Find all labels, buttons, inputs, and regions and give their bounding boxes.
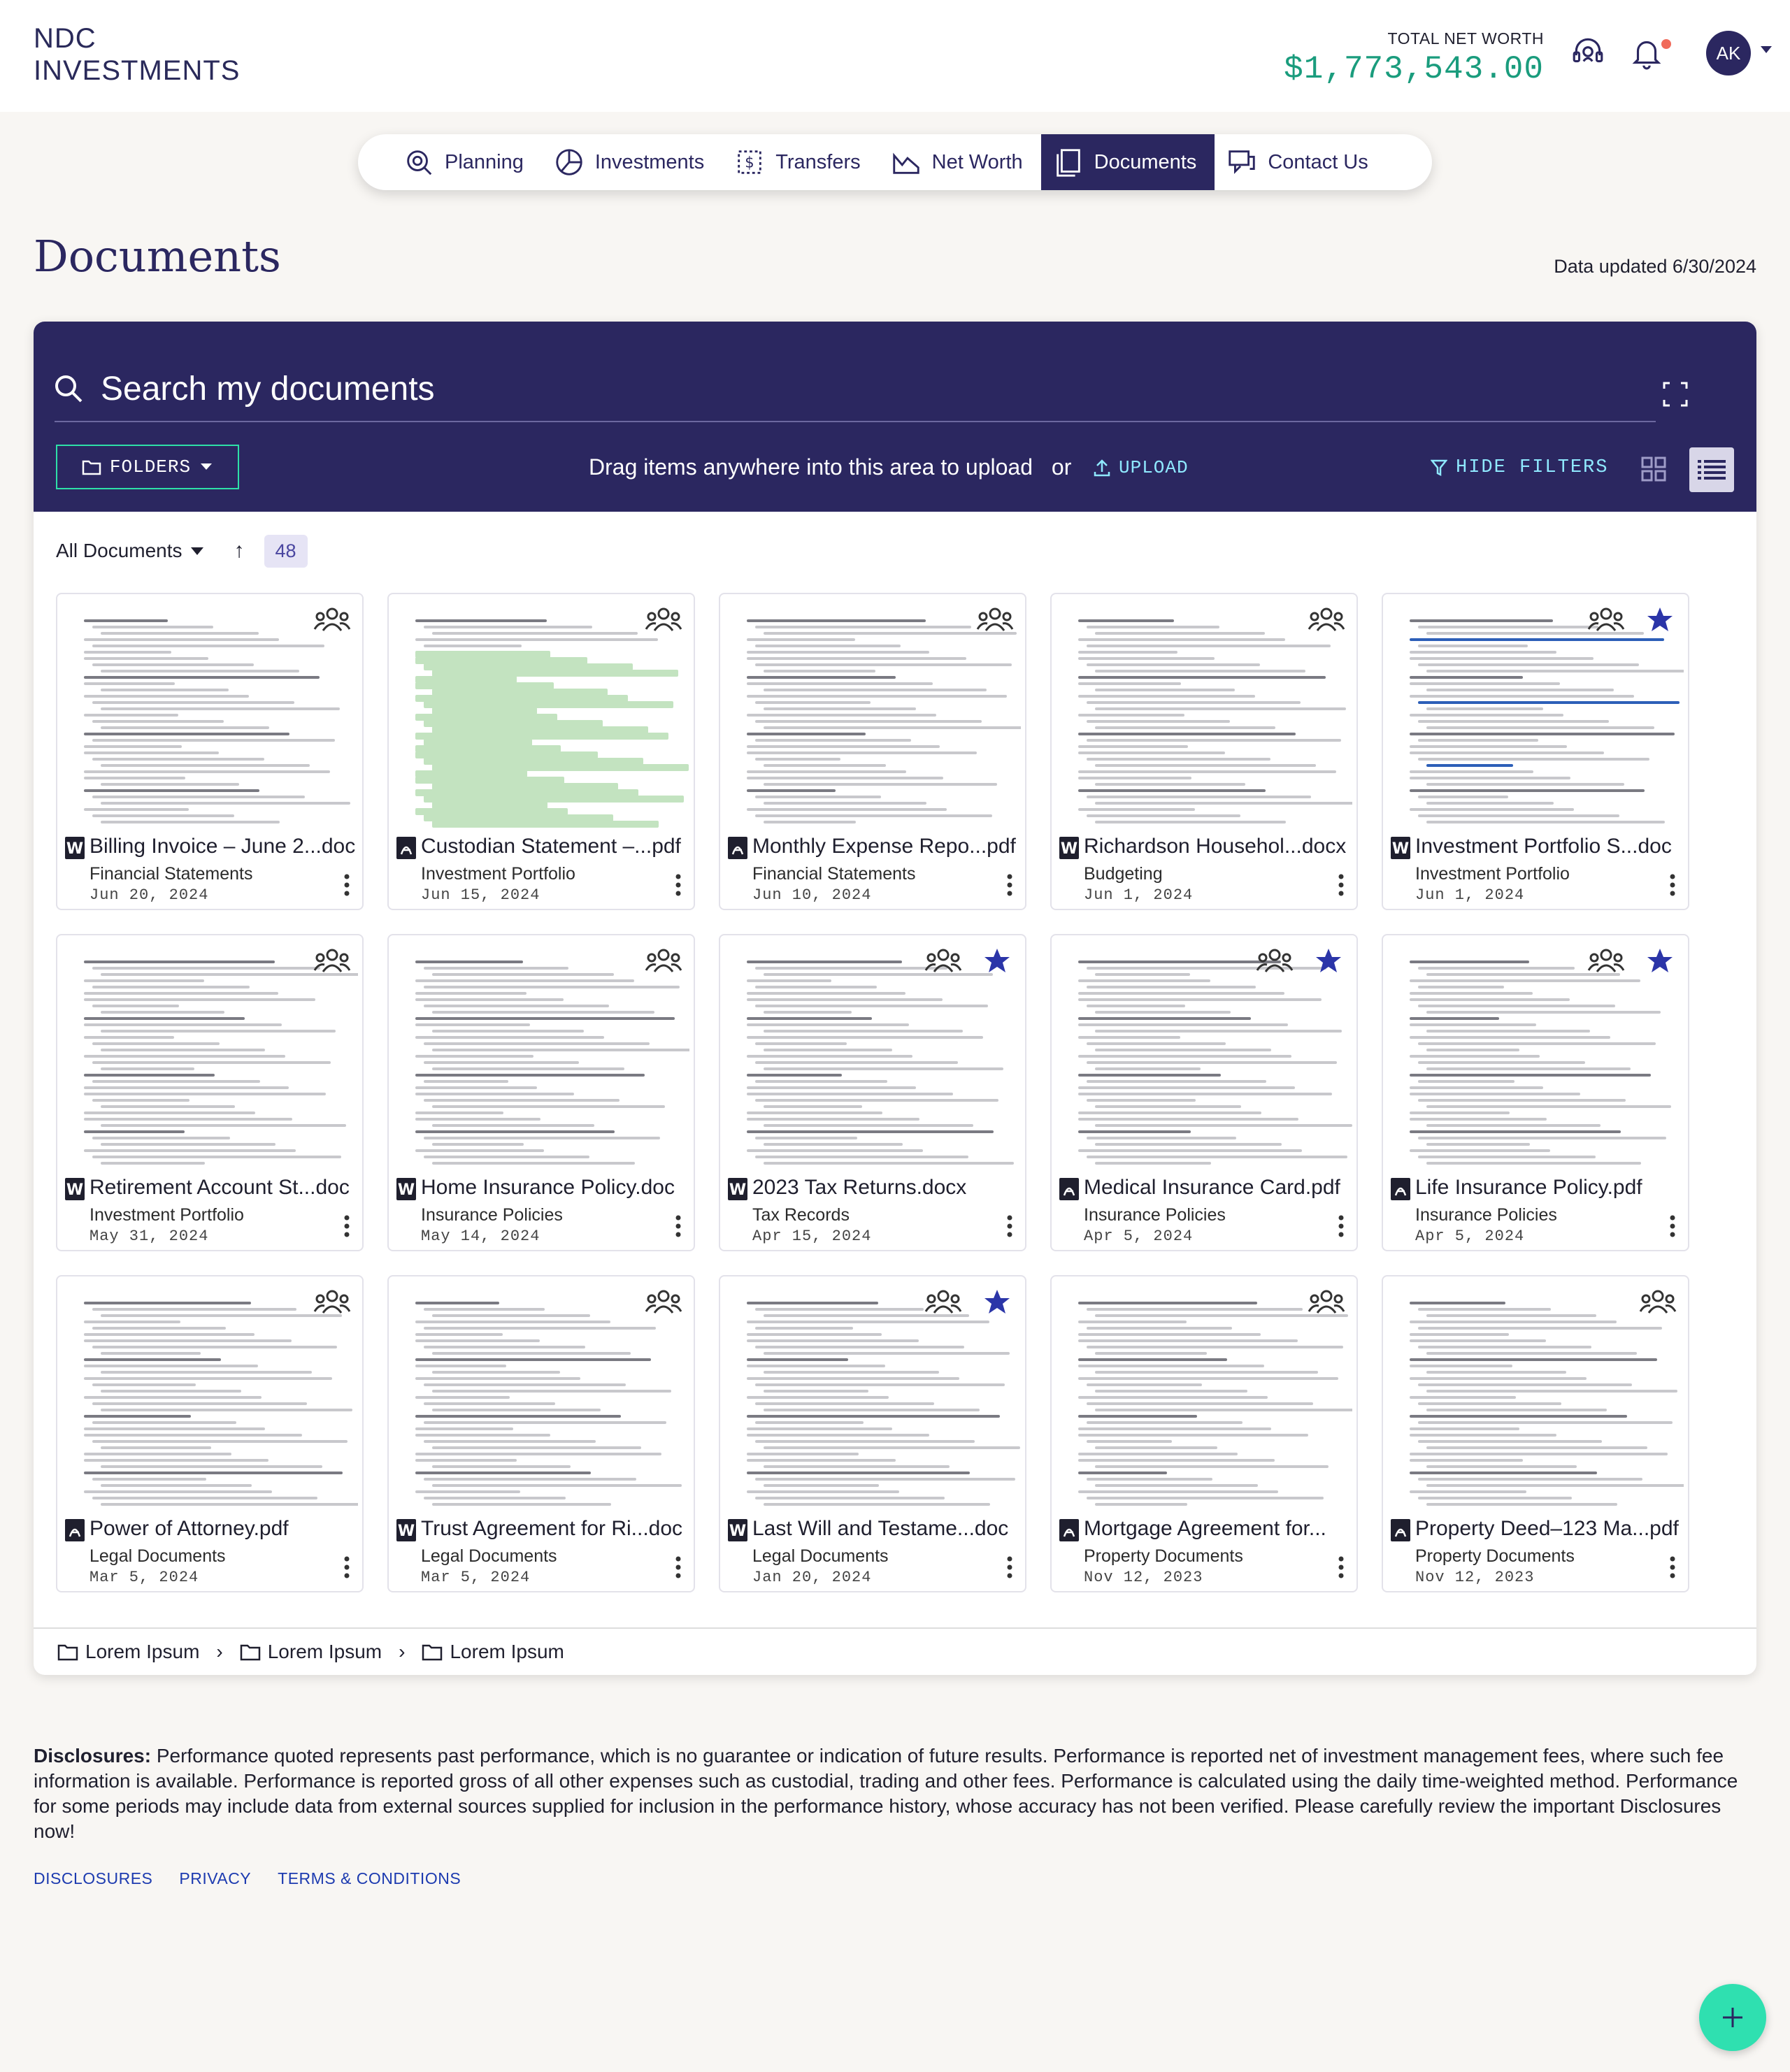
nav-transfers[interactable] (722, 134, 878, 190)
document-card[interactable] (1050, 1275, 1358, 1592)
documents-panel (34, 322, 1756, 1675)
document-thumbnail[interactable] (726, 600, 1021, 830)
document-thumbnail[interactable] (1389, 1282, 1684, 1513)
nav-label: Transfers (775, 150, 861, 173)
upload-label: UPLOAD (1119, 457, 1189, 478)
svg-text:W: W (66, 1181, 84, 1199)
document-category: Legal Documents (421, 1546, 557, 1566)
pdf-file-icon (64, 1518, 85, 1542)
breadcrumb-label: Lorem Ipsum (267, 1641, 382, 1662)
footer-links (34, 1869, 461, 1888)
document-title[interactable]: Investment Portfolio S...doc (1415, 835, 1672, 858)
sort-ascending-icon[interactable]: ↑ (234, 539, 245, 562)
more-options-icon[interactable] (1338, 1556, 1344, 1578)
word-file-icon (396, 1177, 417, 1201)
chevron-right-icon: › (399, 1641, 406, 1662)
list-view-toggle[interactable] (1689, 447, 1734, 492)
document-title[interactable]: 2023 Tax Returns.docx (752, 1176, 967, 1199)
document-title[interactable]: Power of Attorney.pdf (90, 1517, 289, 1540)
brand-line-2: INVESTMENTS (34, 55, 241, 86)
word-file-icon (727, 1177, 748, 1201)
star-icon[interactable] (983, 1288, 1011, 1316)
brand-line-1: NDC (34, 23, 96, 54)
mountain-chart-icon (890, 146, 922, 178)
document-thumbnail[interactable] (63, 941, 358, 1172)
search-underline (55, 421, 1656, 422)
document-date: May 31, 2024 (90, 1228, 209, 1245)
nav-label: Planning (445, 150, 524, 173)
document-card[interactable] (387, 1275, 695, 1592)
pdf-file-icon (1059, 1518, 1080, 1542)
shared-users-icon[interactable] (1639, 1288, 1677, 1316)
shared-users-icon[interactable] (1256, 947, 1294, 974)
list-icon (1696, 457, 1727, 482)
document-date: Jun 1, 2024 (1084, 886, 1194, 904)
svg-text:W: W (1060, 840, 1078, 858)
breadcrumb-label: Lorem Ipsum (450, 1641, 564, 1662)
shared-users-icon[interactable] (313, 947, 351, 974)
chat-icon (1226, 146, 1258, 178)
chevron-right-icon: › (216, 1641, 223, 1662)
nav-planning[interactable] (392, 134, 542, 190)
more-options-icon[interactable] (1007, 1215, 1012, 1237)
pie-chart-icon (553, 146, 585, 178)
document-category: Insurance Policies (1084, 1205, 1226, 1225)
svg-text:W: W (729, 1181, 747, 1199)
more-options-icon[interactable] (344, 1556, 350, 1578)
document-thumbnail[interactable] (726, 941, 1021, 1172)
pdf-file-icon (1390, 1518, 1411, 1542)
nav-label: Contact Us (1268, 150, 1368, 173)
net-worth-value: $1,773,543.00 (1284, 51, 1544, 87)
word-file-icon (1390, 836, 1411, 860)
document-title[interactable]: Richardson Househol...docx (1084, 835, 1347, 858)
more-options-icon[interactable] (344, 874, 350, 896)
svg-text:$: $ (745, 153, 754, 171)
document-date: Jun 1, 2024 (1415, 886, 1525, 904)
caret-down-icon (199, 462, 213, 472)
document-category: Insurance Policies (1415, 1205, 1557, 1225)
support-icon[interactable] (1570, 35, 1605, 70)
star-icon[interactable] (1315, 947, 1342, 974)
shared-users-icon[interactable] (1587, 605, 1625, 633)
upload-button[interactable] (1092, 457, 1189, 478)
breadcrumb-item[interactable] (240, 1641, 382, 1663)
shared-users-icon[interactable] (924, 1288, 962, 1316)
upload-icon (1092, 458, 1112, 477)
folder-icon (82, 459, 101, 475)
document-thumbnail[interactable] (63, 1282, 358, 1513)
nav-label: Documents (1094, 150, 1197, 173)
main-nav (358, 134, 1432, 190)
more-options-icon[interactable] (1007, 874, 1012, 896)
breadcrumb (34, 1627, 1756, 1675)
word-file-icon (727, 1518, 748, 1542)
document-card[interactable] (719, 593, 1026, 910)
document-card[interactable] (56, 1275, 364, 1592)
more-options-icon[interactable] (1007, 1556, 1012, 1578)
expand-icon[interactable] (1661, 380, 1689, 408)
document-thumbnail[interactable] (394, 600, 689, 830)
document-thumbnail[interactable] (1057, 941, 1352, 1172)
document-category: Investment Portfolio (421, 864, 575, 884)
document-date: Mar 5, 2024 (421, 1569, 531, 1586)
document-category: Legal Documents (752, 1546, 889, 1566)
document-category: Property Documents (1084, 1546, 1243, 1566)
shared-users-icon[interactable] (645, 947, 682, 974)
folders-label: FOLDERS (109, 456, 192, 477)
document-title[interactable]: Property Deed–123 Ma...pdf (1415, 1517, 1679, 1540)
document-title[interactable]: Custodian Statement –...pdf (421, 835, 681, 858)
nav-contact-us[interactable] (1215, 134, 1386, 190)
document-category: Investment Portfolio (90, 1205, 244, 1225)
word-file-icon (396, 1518, 417, 1542)
grid-icon (1640, 455, 1668, 483)
document-date: Jun 20, 2024 (90, 886, 209, 904)
document-date: Nov 12, 2023 (1415, 1569, 1535, 1586)
brand-logo[interactable] (34, 22, 240, 87)
document-category: Property Documents (1415, 1546, 1575, 1566)
star-icon[interactable] (1646, 947, 1674, 974)
shared-users-icon[interactable] (313, 1288, 351, 1316)
nav-documents[interactable] (1041, 134, 1215, 190)
svg-text:W: W (66, 840, 84, 858)
document-date: Jan 20, 2024 (752, 1569, 872, 1586)
document-title[interactable]: Billing Invoice – June 2...doc (90, 835, 356, 858)
net-worth-summary (1284, 29, 1544, 87)
svg-text:W: W (1391, 840, 1410, 858)
document-title[interactable]: Retirement Account St...doc (90, 1176, 350, 1199)
document-date: Nov 12, 2023 (1084, 1569, 1203, 1586)
more-options-icon[interactable] (1670, 874, 1675, 896)
documents-icon (1052, 146, 1084, 178)
caret-down-icon[interactable] (191, 547, 203, 555)
plus-icon (1719, 2003, 1747, 2031)
shared-users-icon[interactable] (645, 1288, 682, 1316)
add-button[interactable] (1699, 1984, 1766, 2051)
document-card[interactable] (1050, 934, 1358, 1251)
document-count-badge: 48 (264, 535, 308, 568)
document-date: Apr 5, 2024 (1415, 1228, 1525, 1245)
document-card[interactable] (1382, 1275, 1689, 1592)
document-card[interactable] (719, 1275, 1026, 1592)
svg-text:W: W (397, 1181, 415, 1199)
footer-link-privacy[interactable]: PRIVACY (179, 1869, 252, 1887)
transfer-icon (733, 146, 766, 178)
document-category: Tax Records (752, 1205, 850, 1225)
document-thumbnail[interactable] (394, 1282, 689, 1513)
shared-users-icon[interactable] (1308, 605, 1345, 633)
document-category: Investment Portfolio (1415, 864, 1570, 884)
document-date: Apr 15, 2024 (752, 1228, 872, 1245)
shared-users-icon[interactable] (1308, 1288, 1345, 1316)
nav-investments[interactable] (542, 134, 722, 190)
drag-text: Drag items anywhere into this area to upload (589, 454, 1033, 480)
bell-icon[interactable] (1629, 35, 1664, 70)
footer-link-terms[interactable]: TERMS & CONDITIONS (278, 1869, 461, 1887)
search-icon (52, 372, 85, 405)
nav-label: Investments (594, 150, 705, 173)
folder-icon (57, 1643, 78, 1661)
more-options-icon[interactable] (1670, 1215, 1675, 1237)
search-input[interactable] (101, 368, 1289, 410)
grid-view-toggle[interactable] (1632, 447, 1675, 491)
document-title[interactable]: Last Will and Testame...doc (752, 1517, 1009, 1540)
document-category: Financial Statements (752, 864, 916, 884)
document-category: Legal Documents (90, 1546, 226, 1566)
document-title[interactable]: Life Insurance Policy.pdf (1415, 1176, 1642, 1199)
shared-users-icon[interactable] (645, 605, 682, 633)
star-icon[interactable] (1646, 605, 1674, 633)
document-thumbnail[interactable] (63, 600, 358, 830)
document-title[interactable]: Mortgage Agreement for... (1084, 1517, 1326, 1540)
document-date: Jun 15, 2024 (421, 886, 540, 904)
document-thumbnail[interactable] (1389, 600, 1684, 830)
document-title[interactable]: Medical Insurance Card.pdf (1084, 1176, 1340, 1199)
document-date: May 14, 2024 (421, 1228, 540, 1245)
shared-users-icon[interactable] (924, 947, 962, 974)
pdf-file-icon (1390, 1177, 1411, 1201)
shared-users-icon[interactable] (313, 605, 351, 633)
document-date: Mar 5, 2024 (90, 1569, 199, 1586)
document-title[interactable]: Home Insurance Policy.doc (421, 1176, 675, 1199)
or-text: or (1051, 454, 1072, 480)
word-file-icon (64, 1177, 85, 1201)
hide-filters-button[interactable] (1431, 457, 1608, 478)
documents-filter-dropdown[interactable]: All Documents (56, 540, 182, 561)
net-worth-label: TOTAL NET WORTH (1387, 29, 1544, 48)
more-options-icon[interactable] (1338, 874, 1344, 896)
hide-filters-label: HIDE FILTERS (1456, 457, 1609, 478)
planning-icon (403, 146, 435, 178)
pdf-file-icon (1059, 1177, 1080, 1201)
chevron-down-icon[interactable] (1761, 46, 1772, 53)
top-bar (0, 0, 1790, 112)
shared-users-icon[interactable] (1587, 947, 1625, 974)
more-options-icon[interactable] (675, 1215, 681, 1237)
svg-text:W: W (397, 1523, 415, 1540)
more-options-icon[interactable] (344, 1215, 350, 1237)
folder-icon (422, 1643, 443, 1661)
documents-toolbar (34, 322, 1756, 512)
nav-net-worth[interactable] (879, 134, 1041, 190)
sort-bar (56, 533, 308, 569)
document-card[interactable] (1050, 593, 1358, 910)
document-title[interactable]: Monthly Expense Repo...pdf (752, 835, 1016, 858)
disclosure-label: Disclosures: (34, 1745, 152, 1767)
document-thumbnail[interactable] (726, 1282, 1021, 1513)
document-card[interactable] (387, 593, 695, 910)
document-card[interactable] (1382, 593, 1689, 910)
document-thumbnail[interactable] (394, 941, 689, 1172)
disclosure-text (34, 1743, 1740, 1844)
star-icon[interactable] (983, 947, 1011, 974)
document-thumbnail[interactable] (1057, 600, 1352, 830)
document-thumbnail[interactable] (1389, 941, 1684, 1172)
data-updated-text: Data updated 6/30/2024 (1554, 256, 1756, 277)
folders-button[interactable] (56, 445, 239, 489)
shared-users-icon[interactable] (976, 605, 1014, 633)
avatar[interactable]: AK (1706, 31, 1751, 75)
document-category: Budgeting (1084, 864, 1163, 884)
disclosure-body: Performance quoted represents past performance, which is no guarantee or indication of future results. Performance is reported net of investment management fees, where such fee information is available. Performance is reported gross of all other expenses such as custodial, trading and other fees. Performance is calculated using the daily time-weighted method. Performance for some periods may include data from external sources supplied for inclusion in the performance history, whose accuracy has not been verified. Please carefully review the important Disclosures now! (34, 1745, 1738, 1842)
notification-dot (1661, 39, 1671, 49)
breadcrumb-label: Lorem Ipsum (85, 1641, 200, 1662)
document-thumbnail[interactable] (1057, 1282, 1352, 1513)
document-card[interactable] (56, 934, 364, 1251)
document-card[interactable] (1382, 934, 1689, 1251)
word-file-icon (1059, 836, 1080, 860)
word-file-icon (64, 836, 85, 860)
document-category: Financial Statements (90, 864, 253, 884)
document-card[interactable] (719, 934, 1026, 1251)
filter-icon (1431, 459, 1447, 477)
document-title[interactable]: Trust Agreement for Ri...doc (421, 1517, 683, 1540)
svg-text:W: W (729, 1523, 747, 1540)
document-date: Jun 10, 2024 (752, 886, 872, 904)
nav-label: Net Worth (931, 150, 1023, 173)
document-card[interactable] (387, 934, 695, 1251)
document-card[interactable] (56, 593, 364, 910)
pdf-file-icon (727, 836, 748, 860)
more-options-icon[interactable] (1338, 1215, 1344, 1237)
folder-icon (240, 1643, 261, 1661)
more-options-icon[interactable] (675, 874, 681, 896)
page-title: Documents (34, 231, 281, 282)
breadcrumb-item[interactable] (57, 1641, 199, 1663)
more-options-icon[interactable] (675, 1556, 681, 1578)
document-category: Insurance Policies (421, 1205, 563, 1225)
document-date: Apr 5, 2024 (1084, 1228, 1194, 1245)
more-options-icon[interactable] (1670, 1556, 1675, 1578)
drag-upload-hint (589, 454, 1071, 480)
breadcrumb-item[interactable] (422, 1641, 564, 1663)
footer-link-disclosures[interactable]: DISCLOSURES (34, 1869, 153, 1887)
pdf-file-icon (396, 836, 417, 860)
